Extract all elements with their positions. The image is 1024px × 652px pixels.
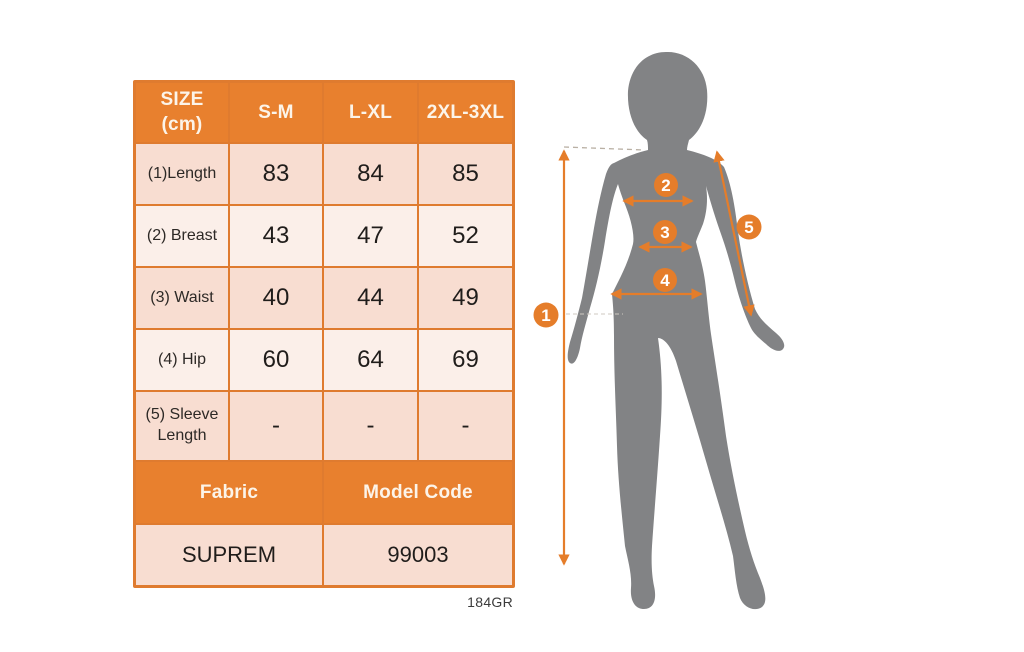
fabric-header: Fabric: [136, 462, 322, 523]
marker-5: [737, 215, 762, 240]
row-label-waist: (3) Waist: [136, 268, 228, 328]
column-header-lxl: L-XL: [324, 83, 417, 142]
model-code-value: 99003: [324, 525, 512, 585]
value-cell: 47: [324, 206, 417, 266]
marker-number: 2: [661, 176, 671, 195]
value-cell: 83: [230, 144, 322, 204]
row-label-hip: (4) Hip: [136, 330, 228, 390]
marker-2: [654, 173, 678, 197]
shoulder-dashed-line: [564, 147, 645, 150]
measurement-diagram: [530, 36, 795, 628]
row-label-breast: (2) Breast: [136, 206, 228, 266]
row-label-length: (1)Length: [136, 144, 228, 204]
value-cell: 84: [324, 144, 417, 204]
size-header-line2: (cm): [161, 113, 203, 135]
value-cell: 43: [230, 206, 322, 266]
body-silhouette: [568, 52, 785, 609]
marker-number: 1: [541, 306, 551, 325]
value-cell: 64: [324, 330, 417, 390]
column-header-sm: S-M: [230, 83, 322, 142]
value-cell: -: [419, 392, 512, 460]
size-chart-table: [133, 80, 515, 588]
column-header-2xl3xl: 2XL-3XL: [419, 83, 512, 142]
size-header-line1: SIZE: [160, 88, 204, 110]
marker-number: 3: [660, 223, 670, 242]
value-cell: 49: [419, 268, 512, 328]
weight-note: 184GR: [467, 594, 513, 610]
value-cell: -: [230, 392, 322, 460]
fabric-value: SUPREM: [136, 525, 322, 585]
marker-number: 5: [744, 218, 754, 237]
model-code-header: Model Code: [324, 462, 512, 523]
value-cell: 44: [324, 268, 417, 328]
marker-4: [653, 268, 677, 292]
marker-1: [534, 303, 559, 328]
row-label-sleeve-length: (5) Sleeve Length: [136, 392, 228, 460]
value-cell: -: [324, 392, 417, 460]
value-cell: 60: [230, 330, 322, 390]
marker-number: 4: [660, 271, 670, 290]
marker-3: [653, 220, 677, 244]
size-header-cell: [136, 83, 228, 142]
value-cell: 40: [230, 268, 322, 328]
value-cell: 85: [419, 144, 512, 204]
value-cell: 52: [419, 206, 512, 266]
value-cell: 69: [419, 330, 512, 390]
